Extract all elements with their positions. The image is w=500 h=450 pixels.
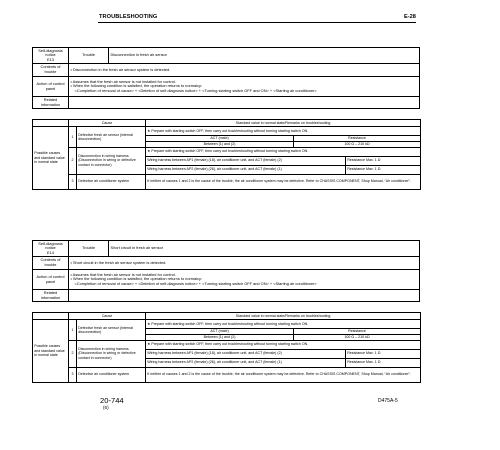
self-diagnosis-label: Self-diagnosis notice E14	[33, 241, 69, 257]
cause-note: If neither of causes 1 and 2 is the cause of the trouble, the air conditioner system may be defective. Refer to CHASSIS COMPONENT, Shop Manual, “Air conditioner”.	[146, 367, 421, 382]
cause-number: 2	[69, 147, 77, 174]
resistance-range: 100 Ω – 210 kΩ	[294, 334, 421, 340]
action-label: Action of control panel	[33, 270, 69, 290]
resistance-value: Resistance Max. 1 Ω	[346, 358, 421, 367]
cause-note: ★ Prepare with starting switch OFF, then carry out troubleshooting without turning starting switch ON.	[146, 340, 421, 349]
related-label: Related information	[33, 97, 69, 109]
page-revision: (6)	[103, 405, 109, 410]
standard-header: Standard value in normal state/Remarks on troubleshooting	[146, 313, 421, 320]
header-rule	[98, 22, 416, 23]
cause-number: 1	[69, 320, 77, 341]
cause-description: Defective fresh air sensor (internal disconnection)	[77, 320, 146, 341]
notice-code: E14	[47, 249, 54, 255]
connector-header: ACT (male)	[146, 329, 294, 335]
self-diagnosis-label: Self-diagnosis notice E13	[33, 48, 69, 64]
resistance-value: Resistance Max. 1 Ω	[346, 349, 421, 358]
cause-note: ★ Prepare with starting switch OFF, then carry out troubleshooting without turning starting switch ON.	[146, 320, 421, 329]
possible-causes-label: Possible causes and standard value in normal state	[33, 127, 69, 190]
e14-info-table	[32, 240, 420, 302]
cause-note: ★ Prepare with starting switch OFF, then carry out troubleshooting without turning starting switch ON.	[146, 147, 421, 156]
e13-causes-table	[32, 119, 421, 190]
related-value	[69, 97, 420, 109]
resistance-header: Resistance	[294, 329, 421, 335]
wiring-harness-row: Wiring harness between AP2 (female) (26), air conditioner unit, and ACT (female) (1)	[146, 358, 346, 367]
resistance-range: 100 Ω – 210 kΩ	[294, 141, 421, 147]
cause-number: 2	[69, 340, 77, 367]
model-code: D475A-5	[378, 398, 398, 404]
contents-value: • Disconnection in the fresh air sensor system is detected.	[69, 64, 420, 77]
contents-value: • Short circuit in the fresh air sensor system is detected.	[69, 257, 420, 270]
resistance-value: Resistance Max. 1 Ω	[346, 156, 421, 165]
action-value: • Assumes that the fresh air sensor is not installed for control. • When the following condition is satisfied, the operation returns to normalcy: <Completion of removal of cause> + <Deletion of self-diagnosis notice> + <Turning starting switch OFF and ON> + <Starting air conditioner>	[69, 77, 420, 97]
trouble-value: Short circuit in fresh air sensor	[109, 241, 420, 257]
wiring-harness-row: Wiring harness between AP1 (female) (18), air conditioner unit, and ACT (female) (2)	[146, 156, 346, 165]
cause-description: Defective air conditioner system	[77, 174, 146, 189]
trouble-value: Disconnection in fresh air sensor	[109, 48, 420, 64]
wiring-harness-row: Wiring harness between AP1 (female) (18), air conditioner unit, and ACT (female) (2)	[146, 349, 346, 358]
resistance-value: Resistance Max. 1 Ω	[346, 165, 421, 174]
e13-info-table	[32, 47, 420, 109]
cause-description: Defective fresh air sensor (internal disconnection)	[77, 127, 146, 148]
standard-header: Standard value in normal state/Remarks on troubleshooting	[146, 120, 421, 127]
notice-code: E13	[47, 56, 54, 62]
action-label: Action of control panel	[33, 77, 69, 97]
e14-causes-table	[32, 312, 421, 383]
cause-header: Cause	[69, 313, 146, 320]
section-code: E-28	[404, 14, 416, 20]
cause-header: Cause	[69, 120, 146, 127]
trouble-label: Trouble	[69, 241, 109, 257]
related-value	[69, 290, 420, 302]
causes-corner	[33, 313, 69, 320]
cause-description: Disconnection in wiring harness (Disconnection in wiring or defective contact in connector)	[77, 340, 146, 367]
causes-corner	[33, 120, 69, 127]
trouble-label: Trouble	[69, 48, 109, 64]
possible-causes-label: Possible causes and standard value in normal state	[33, 320, 69, 383]
contents-label: Contents of trouble	[33, 257, 69, 270]
connector-header: ACT (male)	[146, 136, 294, 142]
cause-number: 3	[69, 367, 77, 382]
cause-note: If neither of causes 1 and 2 is the cause of the trouble, the air conditioner system may be defective. Refer to CHASSIS COMPONENT, Shop Manual, “Air conditioner”.	[146, 174, 421, 189]
cause-description: Defective air conditioner system	[77, 367, 146, 382]
resistance-header: Resistance	[294, 136, 421, 142]
wiring-harness-row: Wiring harness between AP2 (female) (26), air conditioner unit, and ACT (female) (1)	[146, 165, 346, 174]
measure-point: Between (1) and (2)	[146, 141, 294, 147]
section-title: TROUBLESHOOTING	[99, 14, 158, 20]
action-value: • Assumes that the fresh air sensor is not installed for control. • When the following condition is satisfied, the operation returns to normalcy: <Completion of removal of cause> + <Deletion of self-diagnosis notice> + <Turning starting switch OFF and ON> + <Starting air conditioner>	[69, 270, 420, 290]
cause-note: ★ Prepare with starting switch OFF, then carry out troubleshooting without turning starting switch ON.	[146, 127, 421, 136]
cause-number: 3	[69, 174, 77, 189]
measure-point: Between (1) and (2)	[146, 334, 294, 340]
page-number: 20-744	[100, 396, 124, 405]
related-label: Related information	[33, 290, 69, 302]
cause-description: Disconnection in wiring harness (Disconnection in wiring or defective contact in connector)	[77, 147, 146, 174]
contents-label: Contents of trouble	[33, 64, 69, 77]
cause-number: 1	[69, 127, 77, 148]
